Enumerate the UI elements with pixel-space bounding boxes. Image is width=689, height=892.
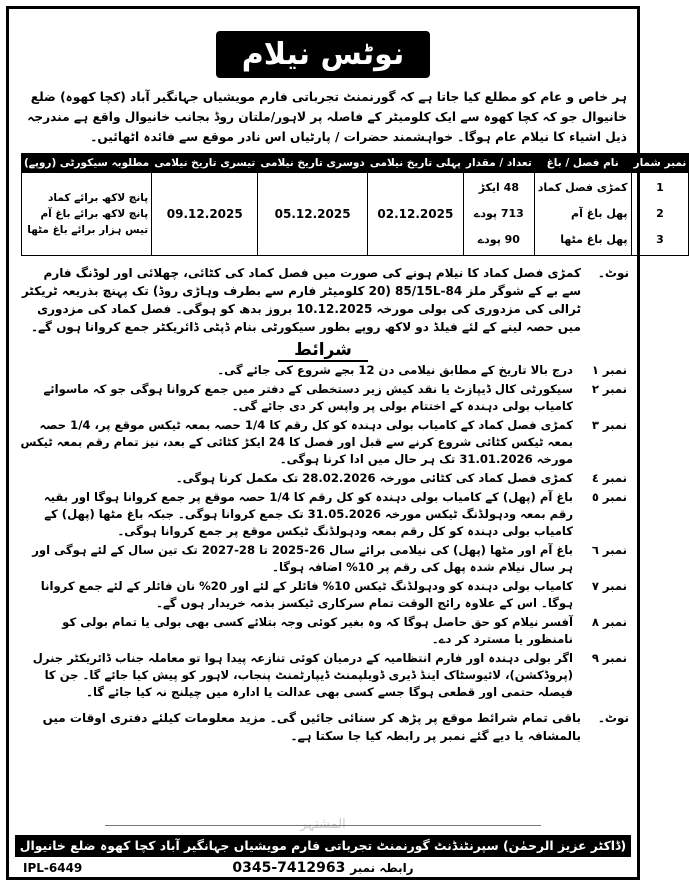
cell-serial-column [631,173,689,256]
condition-text: آفسر نیلام کو حق حاصل ہوگا کہ وہ بغیر کوئی وجہ بتلائے کسی بھی بولی یا تمام بولی کو نامنظور یا مسترد کر دے۔ [62,615,573,646]
condition-text: کمڑی فصل کماد کی کٹائی مورخہ 28.02.2026 تک مکمل کرنا ہوگی۔ [175,471,573,485]
intro-paragraph: ہر خاص و عام کو مطلع کیا جاتا ہے کہ گورنمنٹ تجرباتی فارم مویشیاں جہانگیر آباد (کچا کھوہ) ضلع خانیوال جو کہ کچا کھوہ سے ایک کلومیٹر کے فاصلہ پر لاہور/ملتان روڈ بجانب خانیوال واقع ہے مندرجہ ذیل اشیاء کا نیلام عام ہوگا۔ خواہشمند حضرات / پارٹیاں اس نادر موقع سے فائدہ اٹھائیں۔ [27,90,627,144]
note-two-label: نوٹ۔ [597,711,629,725]
quantity-cell: 713 پودے [473,207,524,220]
header-security: مطلوبہ سیکورٹی (روپے) [22,154,152,173]
condition-label: نمبر ٧ [591,579,627,593]
header-serial: نمبر شمار [631,154,689,173]
condition-label: نمبر ٢ [591,382,627,396]
condition-text: باغ آم اور مٹھا (پھل) کی نیلامی برائے سال 26-2025 تا 28-2027 تک تین سال کے لئے ہوگی اور ہر سال نیلام شدہ پھل کی رقم پر 10% اضافہ ہوگا۔ [32,543,573,574]
cell-item-column [534,173,631,256]
third-date-cell: 09.12.2025 [152,173,258,256]
auction-table-header [22,154,689,173]
condition-text: اگر بولی دہندہ اور فارم انتظامیہ کے درمیان کوئی تنازعہ پیدا ہوا تو معاملہ جناب ڈائریکٹر جنرل (پروڈکشن)، لائیوسٹاک اینڈ ڈیری ڈویلپمنٹ ڈیپارٹمنٹ پنجاب، لاہور کو پیش کیا جائے گا۔ جن کا فیصلہ حتمی اور قطعی ہوگا جسے کسی بھی عدالت یا ادارہ میں چیلنج نہ کیا جائے گا۔ [32,651,573,699]
condition-item [9,542,637,576]
condition-item [9,489,637,540]
condition-label: نمبر ٦ [591,543,627,557]
conditions-heading [9,340,637,360]
table-row [22,173,689,256]
condition-label: نمبر ١ [591,363,627,377]
condition-label: نمبر ٤ [591,471,627,485]
serial-cell: 3 [656,233,664,246]
note-one [9,264,637,336]
note-one-label: نوٹ۔ [597,266,629,280]
condition-text: کامیاب بولی دہندہ کو ودہولڈنگ ٹیکس 10% فائلر کے لئے اور 20% نان فائلر کے لئے جمع کروانا ہوگا۔ اس کے علاوہ رائج الوقت تمام سرکاری ٹیکسز بذمہ خریدار ہوں گے۔ [40,579,573,610]
condition-text: کمڑی فصل کماد کے کامیاب بولی دہندہ کو کل رقم کا 1/4 حصہ بمعہ ٹیکس موقع پر، 1/4 حصہ بمعہ ٹیکس کٹائی شروع کرنے سے قبل اور فصل کا 24 ایکڑ کٹائی کے بعد، نیز تمام رقم بمعہ ٹیکس مورخہ 31.01.2026 تک ہر حال میں ادا کرنا ہوگی۔ [20,418,573,466]
conditions-title: شرائط [278,340,368,362]
condition-item [9,470,637,487]
advertiser-watermark: المشتہر [300,817,346,832]
header-item: نام فصل / باغ [534,154,631,173]
item-cell: پھل باغ مٹھا [560,233,628,246]
condition-text: باغ آم (پھل) کے کامیاب بولی دہندہ کو کل رقم کا 1/4 حصہ موقع پر جمع کروانا ہوگا اور بقیہ رقم بمعہ ودہولڈنگ ٹیکس مورخہ 31.05.2026 تک جمع کروانا ہوگی۔ جبکہ باغ مٹھا (پھل) کے کامیاب بولی دہندہ کو کل رقم بمعہ ودہولڈنگ ٹیکس موقع پر جمع کروانا ہوگی۔ [43,490,573,538]
title-area [9,31,637,87]
condition-label: نمبر ٥ [591,490,627,504]
second-date-cell: 05.12.2025 [258,173,367,256]
item-cell: پھل باغ آم [571,207,628,220]
auction-table [21,153,689,256]
contact-number: 0345-7412963 [232,860,346,876]
notice-title: نوٹس نیلام [216,31,430,78]
header-quantity: تعداد / مقدار [463,154,534,173]
condition-item [9,362,637,379]
contact-label: رابطہ نمبر [350,861,414,875]
security-line: تیس ہزار برائے باغ مٹھا [27,224,149,236]
condition-text: درج بالا تاریخ کے مطابق نیلامی دن 12 بجے شروع کی جائے گی۔ [217,363,573,377]
serial-cell: 1 [656,181,664,194]
serial-cell: 2 [656,207,664,220]
condition-label: نمبر ٩ [591,651,627,665]
signature-bar: (ڈاکٹر عزیز الرحمٰن) سپرنٹنڈنٹ گورنمنٹ تجرباتی فارم مویشیاں جہانگیر آباد کچا کھوہ ضلع خانیوال [15,835,631,857]
notice-page [6,6,687,880]
condition-item [9,614,637,648]
condition-item [9,381,637,415]
condition-label: نمبر ٨ [591,615,627,629]
quantity-cell: 90 پودے [477,233,520,246]
note-two-text: باقی تمام شرائط موقع پر پڑھ کر سنائی جائیں گی۔ مزید معلومات کیلئے دفتری اوقات میں بالمشافہ یا دیے گئے نمبر پر رابطہ کیا جا سکتا ہے۔ [42,711,581,743]
condition-item [9,417,637,468]
contact-line [9,860,637,876]
item-cell: کمڑی فصل کماد [537,181,628,194]
quantity-cell: 48 ایکڑ [478,181,519,194]
security-line: پانچ لاکھ برائے کماد [48,192,149,204]
condition-text: سیکورٹی کال ڈیپازٹ یا نقد کیش زیر دستخطی کے دفتر میں جمع کروانا ہوگی جو کہ ماسوائے کامیاب بولی دہندہ کے اختتام بولی پر واپس کر دی جائے گی۔ [43,382,573,413]
header-third-date: تیسری تاریخ نیلامی [152,154,258,173]
header-first-date: پہلی تاریخ نیلامی [367,154,463,173]
header-second-date: دوسری تاریخ نیلامی [258,154,367,173]
condition-item [9,650,637,701]
note-two [9,709,637,745]
security-line: پانچ لاکھ برائے باغ آم [40,208,149,220]
security-cell [22,173,152,256]
ipl-code: IPL-6449 [23,861,83,875]
condition-item [9,578,637,612]
footer-divider [105,825,541,826]
first-date-cell: 02.12.2025 [367,173,463,256]
condition-label: نمبر ٣ [591,418,627,432]
cell-quantity-column [463,173,534,256]
note-one-text: کمڑی فصل کماد کا نیلام ہونے کی صورت میں فصل کماد کی کٹائی، چھلائی اور لوڈنگ فارم سے بے کے شوگر ملز 84-85/15L (20 کلومیٹر فارم سے بطرف وہاڑی روڈ) تک پہنچ بذریعہ ٹریکٹر ٹرالی کی مزدوری کی بولی مورخہ 10.12.2025 بروز بدھ کو ہوگی۔ فصل کماد کی مزدوری میں حصہ لینے کے لئے فیلڈ دو لاکھ روپے بطور سیکورٹی بنام ڈپٹی ڈائریکٹر جمع کروانا ہوں گے۔ [21,266,581,334]
